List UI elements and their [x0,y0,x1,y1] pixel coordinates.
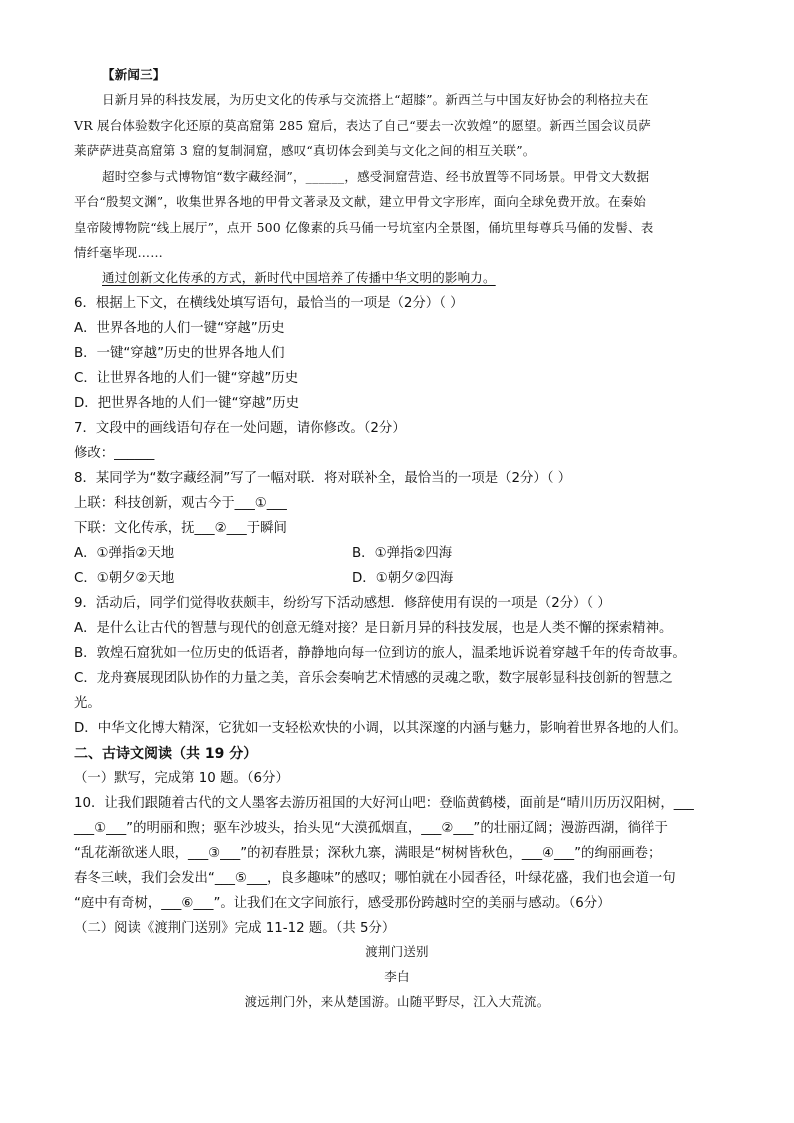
news-paragraph-line: 皇帝陵博物院“线上展厅”，点开 500 亿像素的兵马俑一号坑室内全景图，俑坑里每尊兵马俑的发髻、表 [74,220,654,235]
question-10-line: ___①___”的明丽和煦；驱车沙坡头，抬头见“大漠孤烟直，___②___”的壮丽辽阔；漫游西湖，徜徉于 [74,821,668,836]
question-6-option-c[interactable]: C．让世界各地的人们一键“穿越”历史 [74,371,299,386]
question-8-stem: 8．某同学为“数字藏经洞”写了一幅对联．将对联补全，最恰当的一项是（2分）（ ） [74,471,572,486]
question-9-stem: 9．活动后，同学们觉得收获颇丰，纷纷写下活动感想．修辞使用有误的一项是（2分）（ ） [74,596,611,611]
news-paragraph-line: VR 展台体验数字化还原的莫高窟第 285 窟后，表达了自己“要去一次敦煌”的愿望。新西兰国会议员萨 [74,118,651,133]
question-10-line: 春冬三峡，我们会发出“___⑤___，良多趣味”的感叹；哪怕就在小园香径，叶绿花盛，我们也会道一句 [74,871,676,886]
question-9-option-d[interactable]: D．中华文化博大精深，它犹如一支轻松欢快的小调，以其深邃的内涵与魅力，影响着世界各地的人们。 [74,721,687,736]
couplet-lower: 下联：文化传承，抚___②___于瞬间 [74,521,287,536]
question-9-option-a[interactable]: A．是什么让古代的智慧与现代的创意无缝对接？是日新月异的科技发展，也是人类不懈的探索精神。 [74,621,673,636]
news-heading: 【新闻三】 [102,67,166,82]
subsection-title: （二）阅读《渡荆门送别》完成 11-12 题。（共 5分） [74,921,396,936]
question-8-option-c[interactable]: C．①朝夕②天地 [74,571,175,586]
news-paragraph-line: 情纤毫毕现…… [74,245,163,260]
question-6-stem: 6．根据上下文，在横线处填写语句，最恰当的一项是（2分）（ ） [74,296,464,311]
question-10-line: 10．让我们跟随着古代的文人墨客去游历祖国的大好河山吧：登临黄鹤楼，面前是“晴川历历汉阳树，___ [74,796,694,811]
question-7-answer-blank[interactable]: 修改：______ [74,446,155,461]
question-9-option-c[interactable]: C．龙舟赛展现团队协作的力量之美，音乐会奏响艺术情感的灵魂之歌，数字展彰显科技创新的智慧之 [74,671,673,686]
question-10-line: “乱花渐欲迷人眼，___③___”的初春胜景；深秋九寨，满眼是“树树皆秋色，___④___”的绚丽画卷； [74,846,662,861]
question-6-option-a[interactable]: A．世界各地的人们一键“穿越”历史 [74,321,285,336]
news-paragraph-line: 日新月异的科技发展，为历史文化的传承与交流搭上“超膝”。新西兰与中国友好协会的利格拉夫在 [102,92,649,107]
question-8-option-b[interactable]: B．①弹指②四海 [352,546,453,561]
news-paragraph-line: 平台“殷契文渊”，收集世界各地的甲骨文著录及文献，建立甲骨文字形库，面向全球免费开放。在秦始 [74,194,646,209]
underlined-sentence: 通过创新文化传承的方式，新时代中国培养了传播中华文明的影响力。 [102,270,496,285]
question-7-stem: 7．文段中的画线语句存在一处问题，请你修改。（2分） [74,421,406,436]
question-6-option-d[interactable]: D．把世界各地的人们一键“穿越”历史 [74,396,300,411]
question-6-option-b[interactable]: B．一键“穿越”历史的世界各地人们 [74,346,285,361]
poem-line: 渡远荆门外，来从楚国游。山随平野尽，江入大荒流。 [244,994,550,1009]
question-8-option-d[interactable]: D．①朝夕②四海 [352,571,454,586]
poem-author: 李白 [384,969,410,984]
news-paragraph-line: 超时空参与式博物馆“数字藏经洞”，______，感受洞窟营造、经书放置等不同场景。甲骨文大数据 [102,169,650,184]
news-paragraph-line: 莱萨萨进莫高窟第 3 窟的复制洞窟，感叹“真切体会到美与文化之间的相互关联”。 [74,143,536,158]
poem-title: 渡荆门送别 [365,944,429,959]
section-title: 二、古诗文阅读（共 19 分） [74,746,258,762]
question-10-line: “庭中有奇树，___⑥___”。让我们在文字间旅行，感受那份跨越时空的美丽与感动。（6分） [74,896,611,911]
question-9-option-c-continued: 光。 [74,696,101,711]
question-9-option-b[interactable]: B．敦煌石窟犹如一位历史的低语者，静静地向每一位到访的旅人，温柔地诉说着穿越千年的传奇故事。 [74,646,686,661]
question-8-option-a[interactable]: A．①弹指②天地 [74,546,175,561]
subsection-title: （一）默写，完成第 10 题。（6分） [74,771,289,786]
couplet-upper: 上联：科技创新，观古今于___①___ [74,496,287,511]
